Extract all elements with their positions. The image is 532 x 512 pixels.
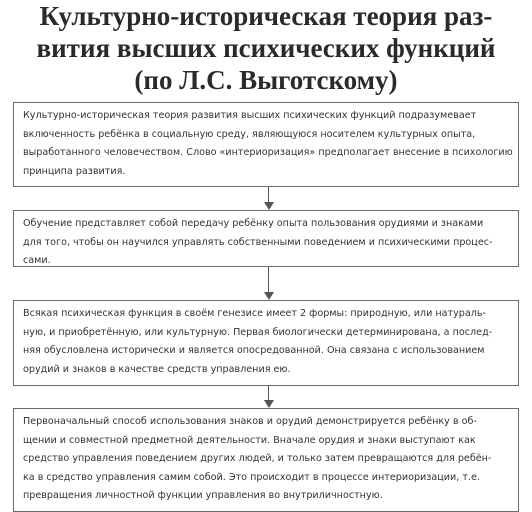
functions-line-4: орудий и знаков в качестве средств управления ею. <box>23 363 291 375</box>
theory-line-1: Культурно-историческая теория развития высших психических функций подразумевает <box>23 110 477 121</box>
theory-line-3: выработанного человечеством. Слово «интериоризация» предполагает внесение в психологию <box>23 147 513 158</box>
learning-line-2: для того, чтобы он научился управлять собственными поведением и психическими процес- <box>23 236 493 248</box>
internalization-line-3: средство управления поведением других людей, и только затем превращаются для ребён- <box>23 453 492 464</box>
learning-box <box>13 210 519 267</box>
flow-arrow-3 <box>262 386 276 408</box>
flow-arrow-2 <box>262 267 276 300</box>
internalization-line-4: ка в средство управления самим собой. Это происходит в процессе интериоризации, т.е. <box>23 471 480 483</box>
title-line-1: Культурно-историческая теория раз- <box>39 1 493 31</box>
functions-box <box>13 300 519 386</box>
functions-line-3: няя обусловлена исторически и является опосредованной. Она связана с использованием <box>23 345 485 356</box>
flow-arrow-1 <box>262 187 276 210</box>
internalization-line-5: превращения личностной функции управления во внутриличностную. <box>23 490 383 501</box>
theory-line-4: принципа развития. <box>23 165 126 177</box>
learning-line-3: сами. <box>23 255 51 266</box>
internalization-box <box>13 408 519 512</box>
theory-line-2: включенность ребёнка в социальную среду, являющуюся носителем культурных опыта, <box>23 128 476 140</box>
title-line-3: (по Л.С. Выготскому) <box>134 65 398 95</box>
internalization-line-2: щении и совместной предметной деятельности. Вначале орудия и знаки выступают как <box>23 434 476 446</box>
internalization-line-1: Первоначальный способ использования знаков и орудий демонстрируется ребёнку в об- <box>23 416 477 427</box>
functions-line-1: Всякая психическая функция в своём генезисе имеет 2 формы: природную, или натураль- <box>23 308 486 319</box>
diagram-title <box>0 0 532 96</box>
functions-line-2: ную, и приобретённую, или культурную. Первая биологически детерминирована, а послед- <box>23 326 493 338</box>
learning-line-1: Обучение представляет собой передачу ребёнку опыта пользования орудиями и знаками <box>23 218 484 229</box>
title-line-2: вития высших психических функций <box>36 33 496 63</box>
theory-box <box>13 102 519 187</box>
